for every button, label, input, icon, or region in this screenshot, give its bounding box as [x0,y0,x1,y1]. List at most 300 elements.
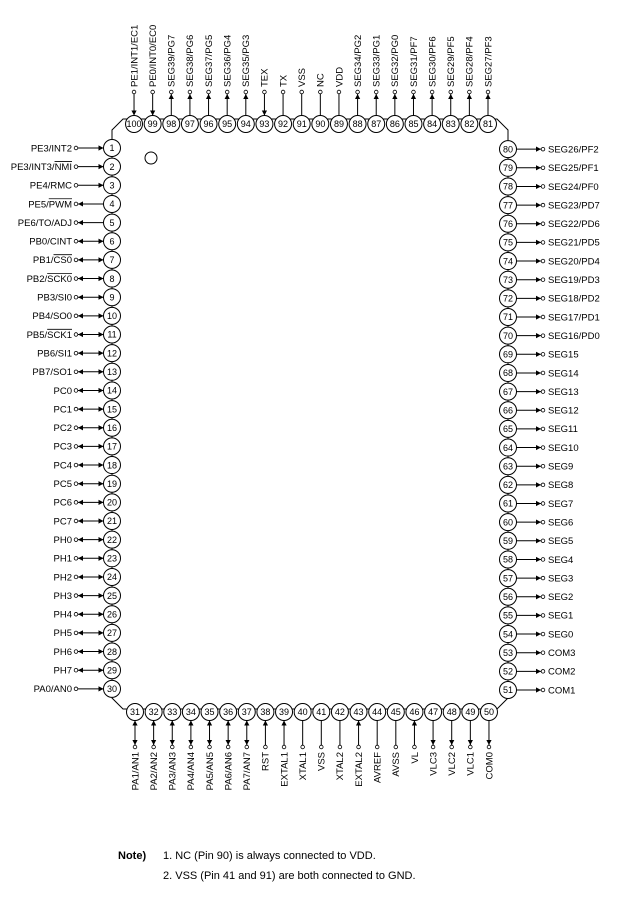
pin-label: PE3/INT3/NMI [10,161,72,173]
pin-number: 9 [109,292,115,303]
pin-arrow [244,721,249,726]
pin-arrow [392,94,397,99]
pin-label: SEG31/PF7 [408,36,420,87]
pin-number: 79 [502,163,514,173]
pin-arrow [536,389,541,394]
pin-number: 84 [427,119,438,130]
pin-terminal [486,90,490,94]
pin-47-vlc3 [425,704,442,776]
pin-number: 50 [483,707,494,718]
pin-label: SEG3 [548,573,574,585]
pin-label: COM3 [548,648,576,659]
pin-7-pb1-cs0 [33,251,121,268]
pin-arrow [207,721,212,726]
pin-arrow [536,613,541,618]
pin-number: 66 [502,405,514,416]
chip-body [112,119,508,709]
pin-25-ph3 [54,587,121,604]
pin-terminal [541,483,545,487]
pin-49-vlc1 [462,704,479,776]
pin-label: PA1/AN1 [130,752,142,791]
pin-arrow [99,518,104,523]
pin-terminal [541,334,545,338]
pin-24-ph2 [54,568,121,585]
pin-arrow [78,500,83,505]
pin-label: PH1 [53,553,72,565]
pin-58-seg4 [500,551,574,568]
pin-number: 43 [353,707,364,718]
pin-8-pb2-sck0 [27,270,121,287]
pin-terminal [541,502,545,506]
pin-terminal [541,278,545,282]
pin-arrow [78,668,83,673]
pin-number: 21 [106,516,118,527]
pin-arrow [78,407,83,412]
pin-label: PC5 [53,479,72,490]
pin-label: SEG23/PD7 [548,200,600,212]
pin-terminal [541,446,545,450]
pin-label: PC3 [53,441,72,453]
pin-label: EXTAL1 [279,752,291,787]
pin-arrow [536,501,541,506]
pin-74-seg20-pd4 [500,253,600,270]
pin-terminal [541,315,545,319]
pin-terminal [541,147,545,151]
pin-arrow [374,94,379,99]
pin-terminal [374,90,378,94]
pin-arrow [99,462,104,467]
pin-57-seg3 [500,570,574,587]
pin-38-rst [257,704,274,772]
pin-terminal [225,90,229,94]
pin-90-nc [312,73,329,132]
pin-arrow [411,94,416,99]
pin-67-seg13 [500,383,579,400]
pin-arrow [262,111,267,116]
pin-label: PC0 [53,385,72,397]
pin-terminal [74,594,78,598]
pin-29-ph7 [54,662,121,679]
pin-number: 77 [502,200,514,211]
pin-terminal [337,90,341,94]
pin-terminal [320,745,324,749]
pin-15-pc1 [54,401,121,418]
pin-terminal [281,90,285,94]
pin-label: PA6/AN6 [223,752,235,791]
pin-label: COM1 [548,685,576,697]
pin-terminal [541,353,545,357]
pin-label: SEG22/PD6 [548,219,600,231]
pin-number: 65 [502,424,514,435]
pin-1-pe3-int2 [31,140,121,157]
pin-42-xtal2 [331,704,348,781]
pin-arrow [430,740,435,745]
pin-number: 80 [502,144,514,155]
pin-number: 78 [502,181,514,192]
pin-terminal [541,576,545,580]
pin-label: AVSS [391,752,403,777]
pin-arrow [99,537,104,542]
pin-number: 35 [204,707,215,718]
pin-arrow [536,445,541,450]
pin-terminal [541,222,545,226]
pin-40-xtal1 [294,704,311,781]
pin-label: SEG37/PG5 [203,34,215,87]
pin-terminal [74,631,78,635]
pin-terminal [319,90,323,94]
pin-73-seg19-pd3 [500,271,600,288]
pin-label: COM2 [548,666,576,678]
pin-label: PE0/INT0/EC0 [147,24,159,87]
pin-number: 97 [184,119,195,130]
pin-86-seg32-pg0 [386,35,403,133]
pin-arrow [78,537,83,542]
pin-arrow [536,631,541,636]
pin-terminal [338,745,342,749]
pin-arrow [99,686,104,691]
pin-label: SEG17/PD1 [548,312,600,324]
pin-75-seg21-pd5 [500,234,600,251]
pin-label: VL [409,752,421,764]
pin-65-seg11 [500,420,578,437]
pin-arrow [78,276,83,281]
pin-label: PE6/TO/ADJ [17,217,72,229]
pin-terminal [541,688,545,692]
pin-number: 7 [109,255,115,266]
pin-label: PB1/CS0 [32,255,72,267]
pin-50-com0 [480,704,497,780]
pin-arrow [467,94,472,99]
pin-32-pa2-an2 [145,704,162,791]
pin-arrow [99,164,104,169]
pin-arrow [169,94,174,99]
pin-number: 15 [106,404,118,415]
pin-terminal [74,314,78,318]
pin-arrow [78,574,83,579]
pin-20-pc6 [54,494,121,511]
pin-arrow [170,740,175,745]
pin-number: 90 [315,119,326,130]
pin-88-seg34-pg2 [349,35,366,133]
pin-28-ph6 [54,643,121,660]
pin-48-vlc2 [443,704,460,776]
pin-56-seg2 [500,588,574,605]
pin-terminal [282,745,286,749]
pin-terminal [487,745,491,749]
pin-18-pc4 [54,457,121,474]
pin-number: 20 [106,497,118,508]
pin-label: SEG25/PF1 [548,163,599,175]
pin-label: PC7 [53,516,72,528]
pin-arrow [99,556,104,561]
pin-terminal [541,595,545,599]
pin-terminal [74,668,78,672]
pin-arrow [281,721,286,726]
pin-5-pe6-to-adj [18,214,121,231]
pin-terminal [375,745,379,749]
pin-terminal [74,389,78,393]
pin-83-seg29-pf5 [442,36,459,132]
pin-number: 46 [409,707,420,718]
pin-label: PH0 [53,534,72,546]
pin-arrow [536,576,541,581]
pin-84-seg30-pf6 [424,36,441,132]
pin-terminal [541,520,545,524]
pin-arrow [207,740,212,745]
pin-terminal [74,519,78,523]
pin-91-vss [293,68,310,133]
pin-terminal [74,146,78,150]
pin-arrow [99,407,104,412]
pin-62-seg8 [500,476,574,493]
pin-arrow [99,295,104,300]
pin-number: 100 [126,119,142,130]
pin-number: 33 [167,707,178,718]
pin-arrow [78,201,83,206]
pin-label: SEG38/PG6 [185,34,197,87]
pin-78-seg24-pf0 [500,178,599,195]
pin-number: 94 [240,119,251,130]
pin-41-vss [313,704,330,772]
pin-22-ph0 [54,531,121,548]
pin-94-seg35-pg3 [237,35,254,133]
pin-terminal [74,612,78,616]
pin-label: PB4/SO0 [32,311,72,323]
pin-46-vl [406,704,423,764]
pin-arrow [536,426,541,431]
pin-number: 12 [106,348,118,359]
pin-4-pe5-pwm [28,195,120,212]
pin-terminal [541,539,545,543]
pin-arrow [536,296,541,301]
pin-terminal [449,90,453,94]
pin-arrow [151,721,156,726]
pin-arrow [78,556,83,561]
pin-label: PE3/INT2 [30,143,72,155]
pin-arrow [99,257,104,262]
pin-71-seg17-pd1 [500,309,600,326]
pin-label: PC6 [53,497,72,509]
pin-arrow [99,481,104,486]
pin-label: COM0 [484,752,496,780]
pin-label: SEG30/PF6 [427,36,439,87]
pin-arrow [536,650,541,655]
pin-number: 73 [502,274,514,285]
pin-number: 93 [259,119,270,130]
pin-terminal [541,427,545,431]
pin-terminal [74,221,78,225]
pin-terminal [74,650,78,654]
pin-23-ph1 [54,550,121,567]
pin-54-seg0 [500,626,574,643]
pin-number: 51 [502,685,514,696]
pin-64-seg10 [500,439,579,456]
pin-number: 96 [203,119,214,130]
pin-terminal [468,90,472,94]
pin-label: SEG28/PF4 [464,36,476,87]
pin-arrow [536,687,541,692]
pin-81-seg27-pf3 [480,36,497,132]
pin-number: 81 [482,119,494,130]
pin-number: 48 [446,707,457,718]
pin-label: PC2 [53,423,72,435]
pin-number: 83 [445,119,456,130]
pin-number: 4 [109,199,115,210]
pin-arrow [78,518,83,523]
pin-terminal [151,90,155,94]
pin-arrow [78,444,83,449]
pin-45-avss [387,704,404,777]
pin-77-seg23-pd7 [500,197,600,214]
pin-arrow [536,370,541,375]
pin-arrow [244,740,249,745]
pin-arrow [78,462,83,467]
pin-terminal [541,632,545,636]
pin-label: PB6/SI1 [37,348,72,360]
pin-96-seg37-pg5 [200,35,217,133]
pin-terminal [74,165,78,169]
pin-arrow [486,740,491,745]
pin-number: 91 [296,119,307,130]
pin-number: 55 [502,610,514,621]
pin-51-com1 [500,682,576,699]
pin-number: 95 [222,119,233,130]
pin-61-seg7 [500,495,574,512]
pin-arrow [99,388,104,393]
pin-number: 37 [241,707,252,718]
pin-label: PA5/AN5 [204,752,216,791]
pin-label: SEG24/PF0 [548,181,599,193]
pin-number: 36 [223,707,234,718]
pin-label: PB0/CINT [29,236,72,248]
pin-number: 22 [106,534,118,545]
pin-terminal [207,90,211,94]
pin-number: 74 [502,256,514,267]
pin-arrow [78,481,83,486]
pin-terminal [74,184,78,188]
pin-terminal [188,90,192,94]
pin-terminal [74,445,78,449]
pin-arrow [536,352,541,357]
pin-label: PA3/AN3 [167,752,179,791]
pin-arrow [263,721,268,726]
pin-arrow [536,333,541,338]
pin-label: PB7/SO1 [32,367,72,379]
pin-terminal [541,297,545,301]
pin-arrow [468,740,473,745]
pin-arrow [536,240,541,245]
pin-97-seg38-pg6 [181,35,198,133]
pin-number: 39 [279,707,290,718]
pin-terminal [541,371,545,375]
pin-arrow [78,332,83,337]
pin-13-pb7-so1 [32,363,120,380]
pin-number: 85 [408,119,419,130]
pin-terminal [74,501,78,505]
pin-arrow [99,183,104,188]
pin-label: SEG33/PG1 [371,34,383,87]
pin-terminal [244,90,248,94]
pin-arrow [226,740,231,745]
pin-number: 24 [106,572,118,583]
pin-label: SEG27/PF3 [483,36,495,87]
pin-number: 28 [106,646,118,657]
pin-number: 3 [109,180,115,191]
pin-label: SEG35/PG3 [241,34,253,87]
pin-number: 92 [278,119,289,130]
pin-2-pe3-int3-nmi [11,158,121,175]
pin-number: 34 [185,707,196,718]
pin-label: VSS [316,752,328,772]
pin-label: PA2/AN2 [148,752,160,791]
pin-terminal [74,426,78,430]
pin-label: PH5 [53,628,72,640]
pin-label: PB2/SCK0 [26,273,72,285]
pin-number: 8 [109,273,115,284]
pin-79-seg25-pf1 [500,159,599,176]
pin-terminal [541,651,545,655]
pin-number: 32 [148,707,159,718]
pin-number: 76 [502,218,514,229]
pin-number: 69 [502,349,514,360]
pin-70-seg16-pd0 [500,327,600,344]
pin-27-ph5 [54,624,121,641]
pin-number: 6 [109,236,115,247]
pin-label: SEG21/PD5 [548,237,600,249]
pin-arrow [99,630,104,635]
pin-52-com2 [500,663,576,680]
pin-80-seg26-pf2 [500,141,599,158]
pin-85-seg31-pf7 [405,36,422,132]
pin-6-pb0-cint [29,233,120,250]
pin-label: SEG10 [548,442,579,454]
pin-label: VDD [334,66,346,87]
pin-arrow [78,257,83,262]
pin-21-pc7 [54,513,121,530]
pin-label: SEG5 [548,536,574,548]
pin-number: 10 [106,311,118,322]
pin-number: 44 [372,707,383,718]
pin-arrow [536,464,541,469]
pin-arrow [78,239,83,244]
pin-terminal [301,745,305,749]
pin-number: 75 [502,237,514,248]
pin-label: PA0/AN0 [33,684,72,696]
pin-arrow [78,630,83,635]
pin-number: 27 [106,628,118,639]
note-item-1: 1. NC (Pin 90) is always connected to VDD. [163,850,376,862]
pin-16-pc2 [54,419,121,436]
pin-terminal [541,670,545,674]
pin-arrow [536,314,541,319]
pin-label: PE1/INT1/EC1 [129,24,141,87]
pin-number: 31 [129,707,141,718]
pin-label: SEG14 [548,368,579,380]
pin-arrow [170,721,175,726]
pin-53-com3 [500,644,576,661]
pin-63-seg9 [500,458,574,475]
pin-terminal [133,745,137,749]
pin-number: 1 [109,143,115,154]
pin-label: SEG18/PD2 [548,293,600,305]
pin-26-ph4 [54,606,121,623]
pin-arrow [99,612,104,617]
pin-arrow [188,740,193,745]
pin-arrow [78,649,83,654]
pin-number: 13 [106,367,118,377]
pin-terminal [541,259,545,263]
pin-terminal [264,745,268,749]
